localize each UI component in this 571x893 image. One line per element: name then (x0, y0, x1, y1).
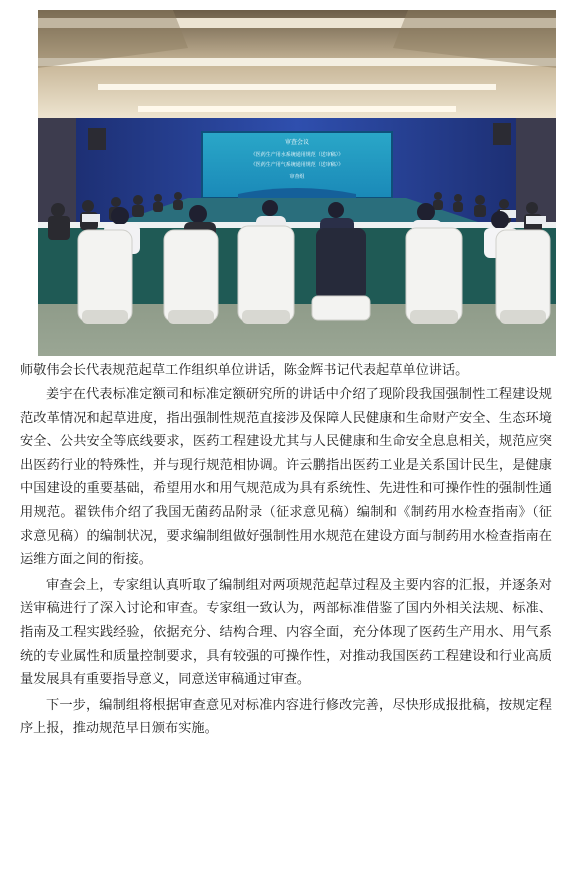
paragraph-review: 审查会上，专家组认真听取了编制组对两项规范起草过程及主要内容的汇报，并逐条对送审稿进行了深入讨论和审查。专家组一致认为，两部标准借鉴了国内外相关法规、标准、指南及工程实践经验，依据充分、结构合理、内容全面，充分体现了医药生产用水、用气系统的专业属性和质量控制要求，具有较强的可操作性，对推动我国医药工程建设和行业高质量发展具有重要指导意义，同意送审稿通过审查。 (20, 577, 552, 688)
screen-title: 审查会议 (284, 139, 310, 146)
screen-line-water: 《医药生产用水系统通用规范（送审稿）》 (250, 152, 344, 158)
article-body (20, 383, 552, 743)
screen-footer: 审查组 (289, 174, 305, 180)
meeting-photo (38, 10, 556, 356)
photo-caption: 师敬伟会长代表规范起草工作组织单位讲话，陈金辉书记代表起草单位讲话。 (20, 363, 469, 378)
screen-line-gas: 《医药生产用气系统通用规范（送审稿）》 (250, 162, 344, 168)
paragraph-speeches: 姜宇在代表标准定额司和标准定额研究所的讲话中介绍了现阶段我国强制性工程建设规范改革情况和起草进度，指出强制性规范直接涉及保障人民健康和生命财产安全、生态环境安全、公共安全等底线要求，医药工程建设尤其与人民健康和生命安全息息相关，规范应突出医药行业的特殊性，并与现行规范相协调。许云鹏指出医药工业是关系国计民生，是健康中国建设的重要基础，希望用水和用气规范成为具有系统性、先进性和可操作性的强制性通用规范。翟铁伟介绍了我国无菌药品附录（征求意见稿）编制和《制药用水检查指南》（征求意见稿）的编制状况，要求编制组做好强制性用水规范在建设方面与制药用水检查指南在运维方面之间的衔接。 (20, 387, 552, 568)
paragraph-next-steps: 下一步，编制组将根据审查意见对标准内容进行修改完善，尽快形成报批稿，按规定程序上报，推动规范早日颁布实施。 (20, 697, 552, 737)
